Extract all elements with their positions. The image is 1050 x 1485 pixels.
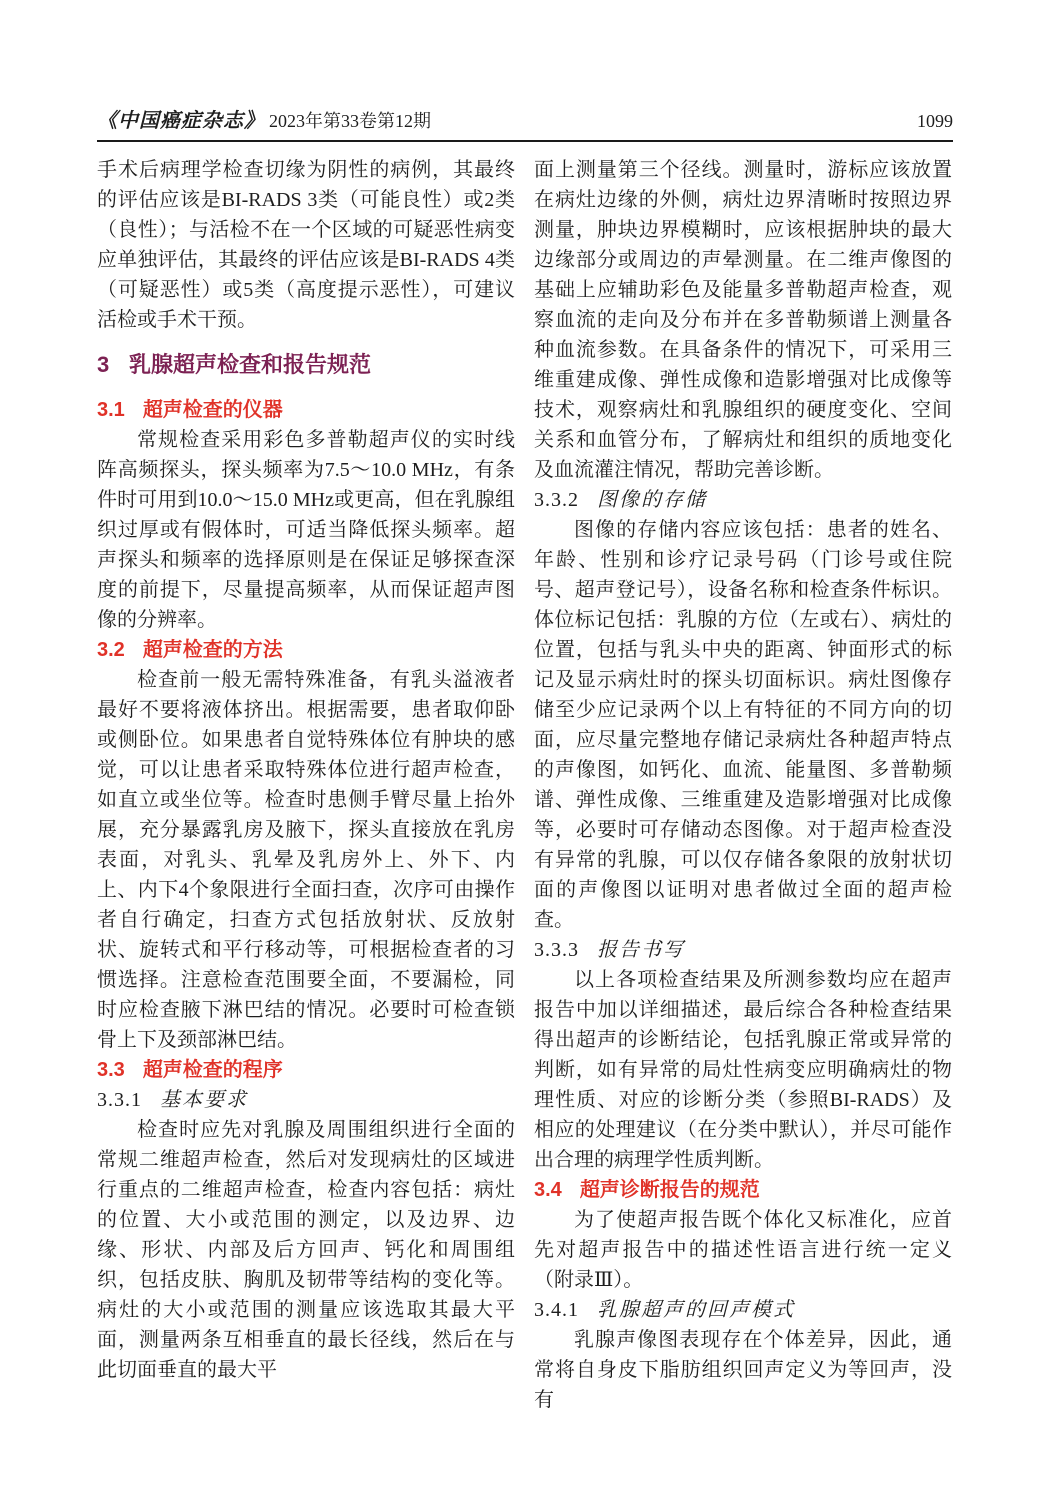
- subsection-number: 3.4: [534, 1179, 562, 1201]
- subsubsection-number: 3.3.2: [534, 489, 579, 511]
- journal-name: 《中国癌症杂志》: [97, 108, 265, 132]
- paragraph-3-4: 为了使超声报告既个体化又标准化，应首先对超声报告中的描述性语言进行统一定义（附录Ⅲ）。: [534, 1209, 952, 1291]
- subsection-heading-3-4: [534, 1175, 952, 1205]
- subsection-number: 3.1: [97, 399, 125, 421]
- section-title: 乳腺超声检查和报告规范: [129, 352, 372, 377]
- issue-info: 2023年第33卷第12期: [269, 111, 431, 131]
- subsection-title: 超声诊断报告的规范: [579, 1179, 760, 1201]
- subsubsection-number: 3.3.1: [97, 1089, 142, 1111]
- subsubsection-heading-3-4-1: [534, 1295, 952, 1325]
- subsection-number: 3.3: [97, 1059, 125, 1081]
- subsubsection-heading-3-3-2: [534, 485, 952, 515]
- section-number: 3: [97, 352, 110, 377]
- paragraph-continuation: 手术后病理学检查切缘为阴性的病例，其最终的评估应该是BI-RADS 3类（可能良性）或2类（良性）；与活检不在一个区域的可疑恶性病变应单独评估，其最终的评估应该是BI-RADS 4类（可疑恶性）或5类（高度提示恶性），可建议活检或手术干预。: [97, 159, 515, 331]
- paragraph-3-3-2: 图像的存储内容应该包括：患者的姓名、年龄、性别和诊疗记录号码（门诊号或住院号、超声登记号），设备名称和检查条件标识。体位标记包括：乳腺的方位（左或右）、病灶的位置，包括与乳头中央的距离、钟面形式的标记及显示病灶时的探头切面标识。病灶图像存储至少应记录两个以上有特征的不同方向的切面，应尽量完整地存储记录病灶各种超声特点的声像图，如钙化、血流、能量图、多普勒频谱、弹性成像、三维重建及造影增强对比成像等，必要时可存储动态图像。对于超声检查没有异常的乳腺，可以仅存储各象限的放射状切面的声像图以证明对患者做过全面的超声检查。: [534, 519, 952, 931]
- subsubsection-title: 乳腺超声的回声模式: [597, 1299, 795, 1321]
- page-header: [97, 104, 953, 142]
- section-heading-3: [97, 350, 515, 380]
- subsubsection-number: 3.4.1: [534, 1299, 579, 1321]
- subsubsection-heading-3-3-1: [97, 1085, 515, 1115]
- left-column: [97, 155, 515, 1415]
- paragraph-3-3-1: 检查时应先对乳腺及周围组织进行全面的常规二维超声检查，然后对发现病灶的区域进行重点的二维超声检查，检查内容包括：病灶的位置、大小或范围的测定，以及边界、边缘、形状、内部及后方回声、钙化和周围组织，包括皮肤、胸肌及韧带等结构的变化等。病灶的大小或范围的测量应该选取其最大平面，测量两条互相垂直的最长径线，然后在与此切面垂直的最大平: [97, 1119, 515, 1381]
- subsubsection-number: 3.3.3: [534, 939, 579, 961]
- subsection-title: 超声检查的程序: [142, 1059, 283, 1081]
- subsubsection-title: 基本要求: [160, 1089, 248, 1111]
- paragraph-continuation: 面上测量第三个径线。测量时，游标应该放置在病灶边缘的外侧，病灶边界清晰时按照边界测量，肿块边界模糊时，应该根据肿块的最大边缘部分或周边的声晕测量。在二维声像图的基础上应辅助彩色及能量多普勒超声检查，观察血流的走向及分布并在多普勒频谱上测量各种血流参数。在具备条件的情况下，可采用三维重建成像、弹性成像和造影增强对比成像等技术，观察病灶和乳腺组织的硬度变化、空间关系和血管分布，了解病灶和组织的质地变化及血流灌注情况，帮助完善诊断。: [534, 159, 952, 481]
- paragraph-3-1: 常规检查采用彩色多普勒超声仪的实时线阵高频探头，探头频率为7.5～10.0 MHz，有条件时可用到10.0～15.0 MHz或更高，但在乳腺组织过厚或有假体时，可适当降低探头频率。超声探头和频率的选择原则是在保证足够探查深度的前提下，尽量提高频率，从而保证超声图像的分辨率。: [97, 429, 515, 631]
- paragraph-3-3-3: 以上各项检查结果及所测参数均应在超声报告中加以详细描述，最后综合各种检查结果得出超声的诊断结论，包括乳腺正常或异常的判断，如有异常的局灶性病变应明确病灶的物理性质、对应的诊断分类（参照BI-RADS）及相应的处理建议（在分类中默认），并尽可能作出合理的病理学性质判断。: [534, 969, 952, 1171]
- subsubsection-title: 图像的存储: [597, 489, 707, 511]
- subsection-heading-3-1: [97, 395, 515, 425]
- two-column-body: [97, 155, 953, 1415]
- paragraph-3-4-1: 乳腺声像图表现存在个体差异，因此，通常将自身皮下脂肪组织回声定义为等回声，没有: [534, 1329, 952, 1411]
- paragraph-3-2: 检查前一般无需特殊准备，有乳头溢液者最好不要将液体挤出。根据需要，患者取仰卧或侧卧位。如果患者自觉特殊体位有肿块的感觉，可以让患者采取特殊体位进行超声检查，如直立或坐位等。检查时患侧手臂尽量上抬外展，充分暴露乳房及腋下，探头直接放在乳房表面，对乳头、乳晕及乳房外上、外下、内上、内下4个象限进行全面扫查，次序可由操作者自行确定，扫查方式包括放射状、反放射状、旋转式和平行移动等，可根据检查者的习惯选择。注意检查范围要全面，不要漏检，同时应检查腋下淋巴结的情况。必要时可检查锁骨上下及颈部淋巴结。: [97, 669, 515, 1051]
- subsection-heading-3-3: [97, 1055, 515, 1085]
- subsubsection-title: 报告书写: [597, 939, 685, 961]
- subsubsection-heading-3-3-3: [534, 935, 952, 965]
- journal-masthead: [97, 104, 431, 133]
- right-column: [534, 155, 952, 1415]
- subsection-heading-3-2: [97, 635, 515, 665]
- page-number: 1099: [917, 111, 953, 131]
- subsection-title: 超声检查的仪器: [142, 399, 283, 421]
- subsection-title: 超声检查的方法: [142, 639, 283, 661]
- subsection-number: 3.2: [97, 639, 125, 661]
